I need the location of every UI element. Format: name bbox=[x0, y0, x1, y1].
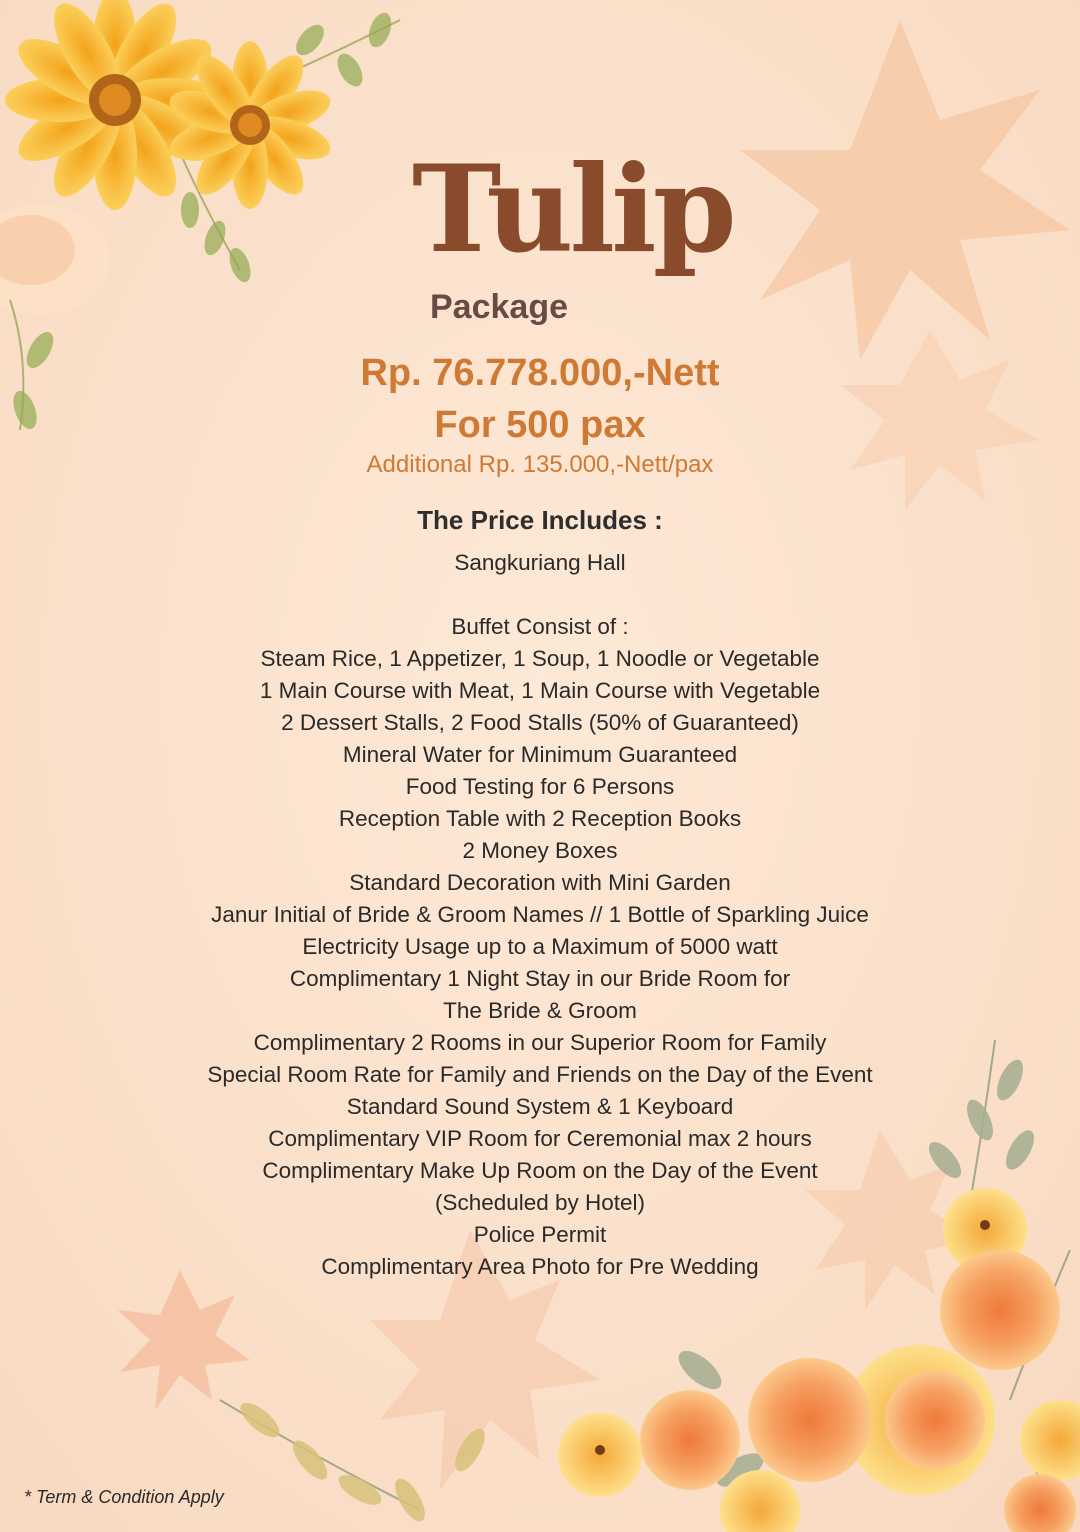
list-item: Complimentary Area Photo for Pre Wedding bbox=[321, 1254, 759, 1279]
additional-price: Additional Rp. 135.000,-Nett/pax bbox=[366, 451, 714, 478]
package-pax: For 500 pax bbox=[434, 404, 646, 446]
list-item bbox=[0, 579, 1080, 611]
list-item: Mineral Water for Minimum Guaranteed bbox=[342, 742, 738, 767]
list-item: Food Testing for 6 Persons bbox=[405, 774, 675, 799]
list-item: Reception Table with 2 Reception Books bbox=[338, 806, 742, 831]
package-price: Rp. 76.778.000,-Nett bbox=[360, 352, 720, 394]
package-subtitle: Package bbox=[430, 288, 568, 326]
package-title: Tulip bbox=[412, 139, 733, 280]
list-item: Complimentary Make Up Room on the Day of the Event bbox=[262, 1158, 818, 1183]
list-item: Janur Initial of Bride & Groom Names // 1 Bottle of Sparkling Juice bbox=[211, 902, 869, 927]
list-item: Steam Rice, 1 Appetizer, 1 Soup, 1 Noodle or Vegetable bbox=[260, 646, 820, 671]
includes-list bbox=[0, 547, 1080, 1283]
list-item: (Scheduled by Hotel) bbox=[434, 1190, 646, 1215]
includes-heading: The Price Includes : bbox=[417, 505, 663, 535]
list-item: Complimentary 1 Night Stay in our Bride Room for bbox=[289, 966, 791, 991]
list-item: The Bride & Groom bbox=[443, 998, 637, 1023]
list-item: Electricity Usage up to a Maximum of 5000 watt bbox=[302, 934, 778, 959]
list-item: 2 Money Boxes bbox=[462, 838, 618, 863]
list-item: 1 Main Course with Meat, 1 Main Course with Vegetable bbox=[259, 678, 821, 703]
terms-footnote: * Term & Condition Apply bbox=[24, 1487, 224, 1507]
list-item: Complimentary 2 Rooms in our Superior Room for Family bbox=[253, 1030, 827, 1055]
list-item: Complimentary VIP Room for Ceremonial max 2 hours bbox=[268, 1126, 812, 1151]
list-item: Special Room Rate for Family and Friends on the Day of the Event bbox=[207, 1062, 873, 1087]
list-item: 2 Dessert Stalls, 2 Food Stalls (50% of Guaranteed) bbox=[281, 710, 799, 735]
list-item: Buffet Consist of : bbox=[451, 614, 629, 639]
list-item: Standard Sound System & 1 Keyboard bbox=[346, 1094, 734, 1119]
list-item: Sangkuriang Hall bbox=[454, 550, 626, 575]
list-item: Police Permit bbox=[473, 1222, 607, 1247]
list-item: Standard Decoration with Mini Garden bbox=[349, 870, 731, 895]
